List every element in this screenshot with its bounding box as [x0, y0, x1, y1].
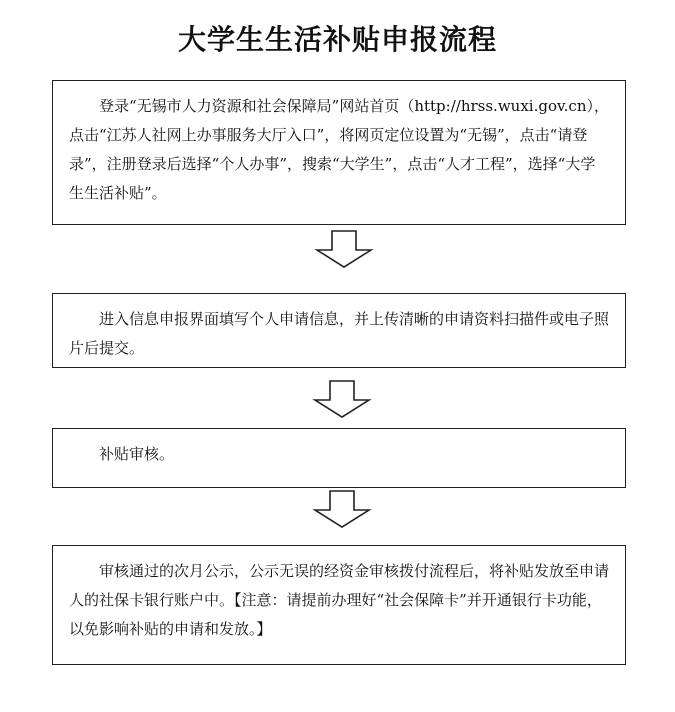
step-3-text: 补贴审核。	[99, 445, 175, 463]
step-box-3-review	[52, 428, 626, 488]
step-2-text: 进入信息申报界面填写个人申请信息，并上传清晰的申请资料扫描件或电子照片后提交。	[69, 310, 610, 357]
step-box-1-login	[52, 80, 626, 225]
step-box-2-submit	[52, 293, 626, 368]
step-1-text: 登录“无锡市人力资源和社会保障局”网站首页（http://hrss.wuxi.gov.cn），点击“江苏人社网上办事服务大厅入口”，将网页定位设置为“无锡”，点击“请登录”，注册登录后选择“个人办事”，搜索“大学生”，点击“人才工程”，选择“大学生生活补贴”。	[69, 97, 609, 202]
down-arrow-icon	[310, 490, 374, 530]
page-title: 大学生生活补贴申报流程	[177, 23, 497, 56]
down-arrow-icon	[310, 380, 374, 420]
step-4-text: 审核通过的次月公示，公示无误的经资金审核拨付流程后，将补贴发放至申请人的社保卡银行账户中。【注意：请提前办理好“社会保障卡”并开通银行卡功能，以免影响补贴的申请和发放。】	[69, 562, 610, 638]
down-arrow-icon	[312, 230, 376, 270]
step-box-4-payout	[52, 545, 626, 665]
